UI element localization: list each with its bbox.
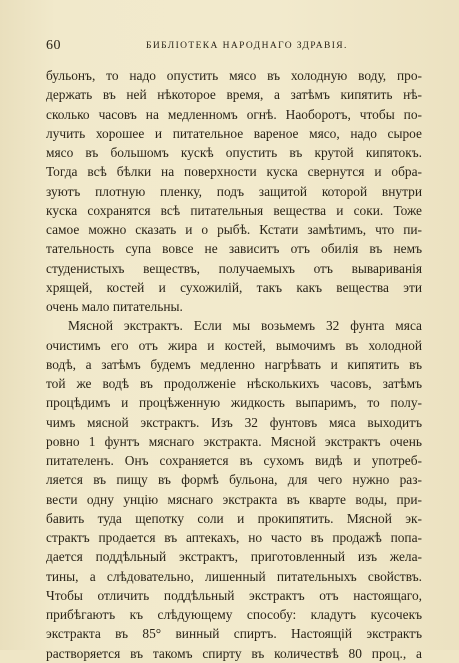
text-line: тины, а слѣдовательно, лишенный питательныхъ свойствъ. (46, 568, 422, 584)
text-line: страктъ продается въ аптекахъ, но часто въ продажѣ попа- (46, 530, 422, 545)
text-line: той же водѣ въ продолженіе нѣсколькихъ часовъ, затѣмъ (46, 376, 422, 391)
text-line: мясо въ большомъ кускѣ опустить въ крутой кипятокъ. (46, 145, 422, 160)
text-line: очистимъ его отъ жира и костей, вымочимъ въ холодной (46, 337, 422, 353)
body-text (46, 66, 422, 663)
text-line: очень мало питательны. (46, 299, 183, 314)
text-line: зуютъ плотную пленку, подъ защитой которой внутри (46, 183, 422, 199)
paragraph-start-line: Мясной экстрактъ. Если мы возьмемъ 32 фунта мяса (68, 318, 422, 334)
text-line: водѣ, а затѣмъ будемъ медленно нагрѣвать и кипятить въ (46, 356, 422, 372)
text-line: экстракта въ 85° винный спиртъ. Настоящій экстрактъ (46, 626, 422, 642)
text-line: хрящей, костей и сухожилій, такъ какъ вещества эти (46, 279, 422, 295)
text-line: тательность супа вовсе не зависитъ отъ обилія въ немъ (46, 241, 422, 257)
text-line: дается поддѣльный экстрактъ, приготовленный изъ жела- (46, 549, 422, 565)
text-line: питателенъ. Онъ сохраняется въ сухомъ видѣ и употреб- (46, 453, 422, 468)
text-line: самое можно сказать и о рыбѣ. Кстати замѣтимъ, что пи- (46, 222, 422, 237)
text-line: ровно 1 фунтъ мяснаго экстракта. Мясной экстрактъ очень (46, 433, 422, 449)
page-header (46, 38, 422, 56)
text-line: чимъ мясной экстрактъ. Изъ 32 фунтовъ мяса выходитъ (46, 414, 422, 430)
text-line: Тогда всѣ бѣлки на поверхности куска свернутся и обра- (46, 164, 422, 180)
text-line: бавить туда щепотку соли и прокипятить. Мясной эк- (46, 510, 422, 526)
running-head: БИБЛІОТЕКА НАРОДНАГО ЗДРАВІЯ. (146, 41, 348, 51)
text-line: вести одну унцію мяснаго экстракта въ кварте воды, при- (46, 491, 422, 507)
text-line: лучить хорошее и питательное вареное мясо, надо сырое (46, 125, 422, 141)
text-line: студенистыхъ веществъ, получаемыхъ отъ вывариванія (46, 260, 422, 276)
text-line: прибѣгаютъ къ слѣдующему способу: кладутъ кусочекъ (46, 607, 422, 622)
page-number: 60 (46, 38, 61, 53)
text-line: держать въ ней нѣкоторое время, а затѣмъ кипятить нѣ- (46, 87, 422, 103)
text-line: процѣдимъ и процѣженную жидкость выпаримъ, то полу- (46, 395, 422, 411)
text-line: сколько часовъ на медленномъ огнѣ. Наоборотъ, чтобы по- (46, 106, 422, 122)
text-line: Чтобы отличить поддѣльный экстрактъ отъ настоящаго, (46, 587, 422, 603)
text-line: растворяется въ такомъ спирту въ количествѣ 80 проц., а (46, 645, 422, 661)
text-line: бульонъ, то надо опустить мясо въ холодную воду, про- (46, 68, 422, 83)
text-line: куска сохранятся всѣ питательныя вещества и соки. Тоже (46, 202, 422, 218)
text-line: ляется въ пищу въ формѣ бульона, для чего нужно раз- (46, 472, 422, 488)
